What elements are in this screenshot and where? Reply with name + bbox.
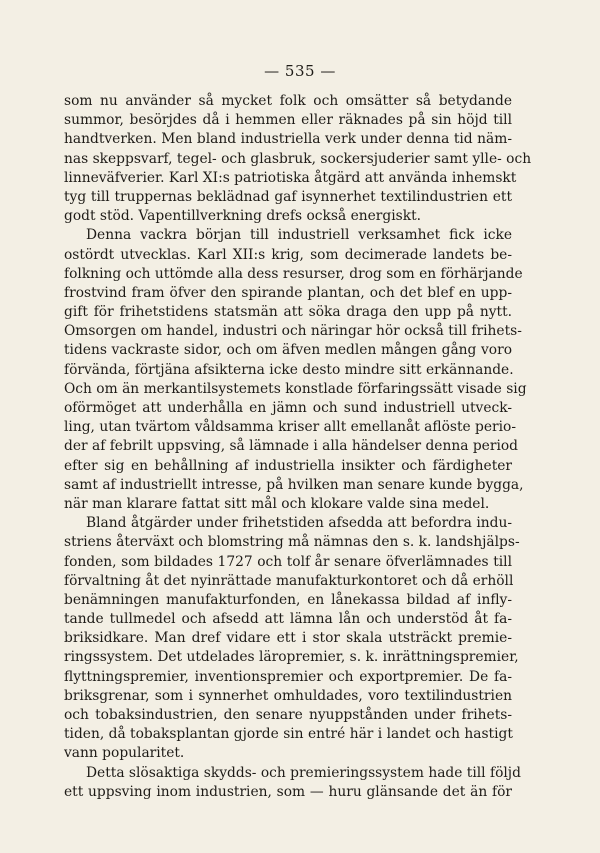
- paragraph: [64, 226, 527, 514]
- text-line: tande tullmedel och afsedd att lämna lån och understöd åt fa-: [64, 611, 512, 628]
- text-line: och tobaksindustrien, den senare nyuppstånden under frihets-: [64, 707, 512, 723]
- text-line: folkning och uttömde alla dess resurser, drog som en förhärjande: [64, 265, 523, 282]
- text-line: efter sig en behållning af industriella insikter och färdigheter: [64, 457, 512, 474]
- text-line: oförmöget att underhålla en jämn och sund industriell utveck-: [64, 400, 512, 416]
- text-line: summor, besörjdes då i hemmen eller räknades på sin höjd till: [64, 112, 512, 129]
- body-text: [64, 92, 532, 802]
- text-line: benämningen manufakturfonden, en lånekassa bildad af infly-: [64, 591, 512, 608]
- text-line: briksgrenar, som i synnerhet omhuldades, voro textilindustrien: [64, 687, 512, 704]
- page-number: — 535 —: [264, 62, 336, 80]
- text-line: linneväfverier. Karl XI:s patriotiska åtgärd att använda inhemskt: [64, 169, 517, 186]
- text-line: godt stöd. Vapentillverkning drefs också energiskt.: [64, 208, 422, 225]
- text-line: när man klarare fattat sitt mål och klokare valde sina medel.: [64, 495, 490, 512]
- paragraph: [64, 92, 532, 226]
- text-line: ett uppsving inom industrien, som — huru glänsande det än för: [64, 783, 512, 800]
- text-line: vann popularitet.: [64, 745, 185, 762]
- text-line: Denna vackra början till industriell verksamhet fick icke: [86, 227, 512, 244]
- text-line: der af febrilt uppsving, så lämnade i alla händelser denna period: [64, 438, 518, 455]
- text-line: Detta slösaktiga skydds- och premieringssystem hade till följd: [86, 764, 521, 781]
- text-line: gift för frihetstidens statsmän att söka draga den upp på nytt.: [64, 304, 512, 321]
- text-line: ostördt utvecklas. Karl XII:s krig, som decimerade landets be-: [64, 246, 512, 263]
- text-line: Omsorgen om handel, industri och näringar hör också till frihets-: [64, 323, 522, 340]
- text-line: striens återväxt och blomstring må nämnas den s. k. landshjälps-: [64, 534, 520, 551]
- text-line: nas skeppsvarf, tegel- och glasbruk, sockersjuderier samt ylle- och: [64, 150, 532, 167]
- text-line: tyg till truppernas beklädnad gaf isynnerhet textilindustrien ett: [64, 188, 512, 205]
- paragraph: [64, 764, 521, 802]
- text-line: samt af industriellt intresse, på hvilken man senare kunde bygga,: [64, 476, 524, 493]
- text-line: ling, utan tvärtom våldsamma kriser allt emellanåt aflöste perio-: [64, 419, 517, 436]
- text-line: frostvind fram öfver den spirande plantan, och det blef en upp-: [64, 284, 512, 301]
- text-line: handtverken. Men bland industriella verk under denna tid näm-: [64, 131, 512, 148]
- text-line: Och om än merkantilsystemets konstlade förfaringssätt visade sig: [64, 380, 527, 397]
- text-line: flyttningspremier, inventionspremier och exportpremier. De fa-: [64, 668, 512, 685]
- text-line: tiden, då tobaksplantan gjorde sin entré här i landet och hastigt: [64, 726, 513, 743]
- text-line: Bland åtgärder under frihetstiden afsedda att befordra indu-: [86, 515, 512, 532]
- text-line: tidens vackraste sidor, och om äfven medlen mången gång voro: [64, 342, 512, 359]
- text-line: briksidkare. Man dref vidare ett i stor skala utsträckt premie-: [64, 630, 512, 647]
- text-line: förvaltning åt det nyinrättade manufakturkontoret och då erhöll: [64, 572, 514, 589]
- text-line: ringssystem. Det utdelades läropremier, s. k. inrättningspremier,: [64, 649, 519, 666]
- text-line: förvända, förtjäna afsikterna icke desto mindre sitt erkännande.: [64, 361, 514, 378]
- paragraph: [64, 514, 520, 763]
- text-line: fonden, som bildades 1727 och tolf år senare öfverlämnades till: [64, 553, 512, 570]
- text-line: som nu använder så mycket folk och omsätter så betydande: [64, 93, 512, 109]
